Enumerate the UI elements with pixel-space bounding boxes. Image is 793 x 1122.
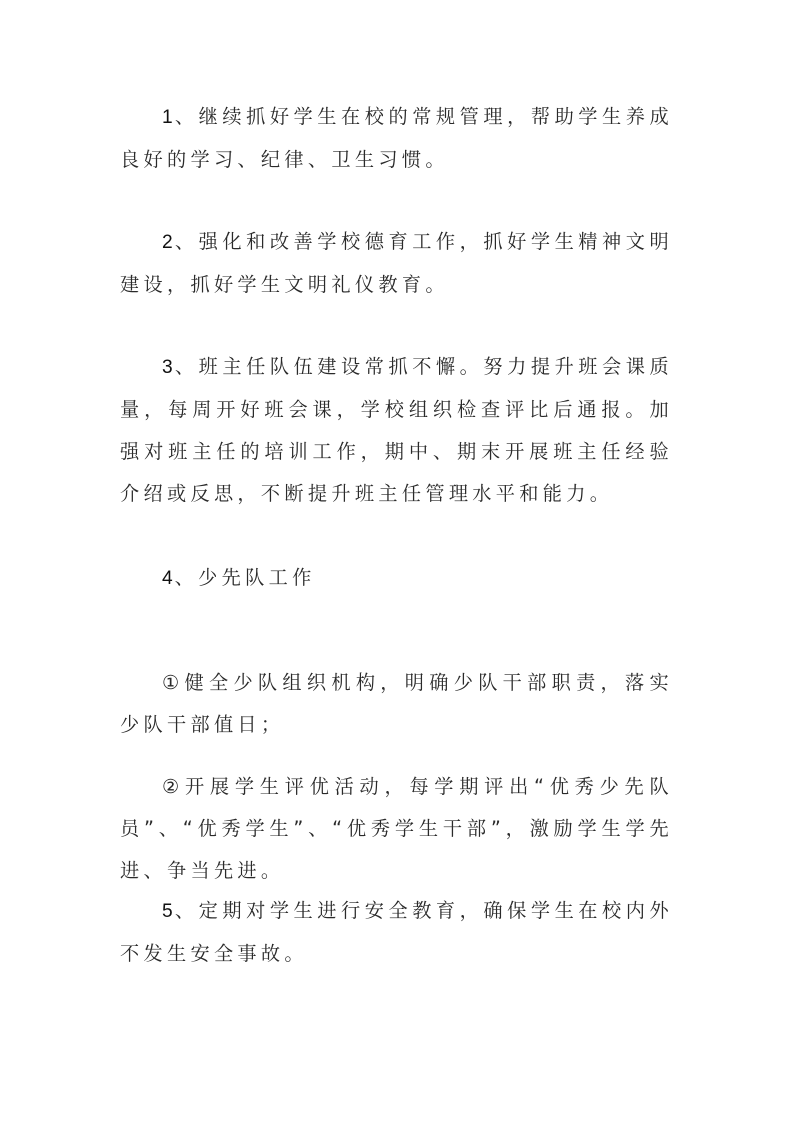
sub-item-marker: ② xyxy=(162,775,185,798)
paragraph-text: 健全少队组织机构，明确少队干部职责，落实少队干部值日； xyxy=(120,671,673,736)
sub-item-1 xyxy=(120,662,673,746)
paragraph-text: 、强化和改善学校德育工作，抓好学生精神文明建设，抓好学生文明礼仪教育。 xyxy=(120,230,673,296)
paragraph-text: 、继续抓好学生在校的常规管理，帮助学生养成良好的学习、纪律、卫生习惯。 xyxy=(120,105,673,171)
sub-item-2 xyxy=(120,766,673,892)
paragraph-text: 、班主任队伍建设常抓不懈。努力提升班会课质量，每周开好班会课，学校组织检查评比后通报。加强对班主任的培训工作，期中、期末开展班主任经验介绍或反思，不断提升班主任管理水平和能力。 xyxy=(120,355,673,505)
paragraph-number: 2 xyxy=(162,232,175,253)
paragraph-number: 4 xyxy=(162,568,175,589)
paragraph-text: 、少先队工作 xyxy=(174,566,316,589)
paragraph-1 xyxy=(120,96,673,181)
paragraph-text: 、定期对学生进行安全教育，确保学生在校内外不发生安全事故。 xyxy=(120,899,673,965)
paragraph-4-heading xyxy=(120,557,673,600)
paragraph-number: 5 xyxy=(162,901,175,922)
paragraph-3 xyxy=(120,346,673,515)
paragraph-text: 开展学生评优活动，每学期评出“优秀少先队员”、“优秀学生”、“优秀学生干部”，激励学生学先进、争当先进。 xyxy=(120,775,673,882)
paragraph-5 xyxy=(120,890,673,975)
paragraph-2 xyxy=(120,221,673,306)
paragraph-number: 1 xyxy=(162,107,175,128)
paragraph-number: 3 xyxy=(162,357,175,378)
sub-item-marker: ① xyxy=(162,671,185,694)
